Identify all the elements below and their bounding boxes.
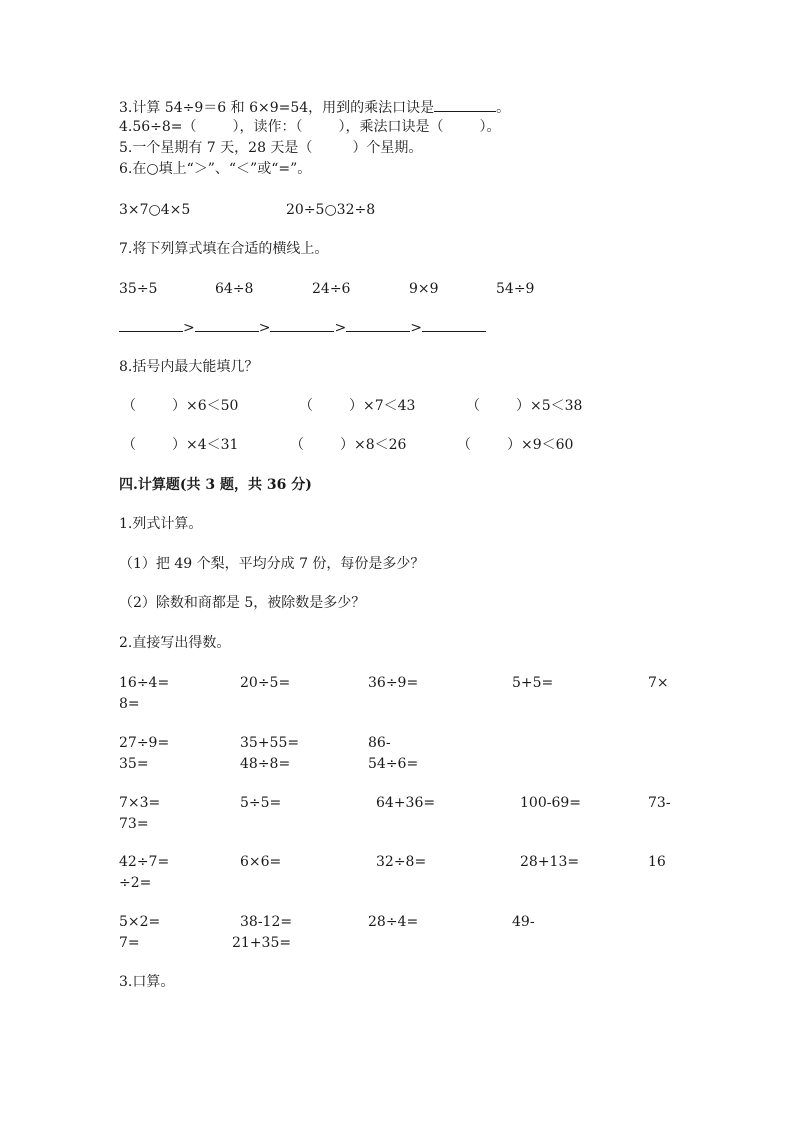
order-blank-5[interactable] <box>422 317 486 332</box>
calc-item: 5×2= <box>119 914 161 930</box>
question-8: 8.括号内最大能填几？ <box>119 359 259 375</box>
calc-item: 73= <box>119 816 149 832</box>
order-blank-2[interactable] <box>195 317 259 332</box>
order-blank-4[interactable] <box>346 317 410 332</box>
question-6: 6.在○填上“＞”、“＜”或“=”。 <box>119 161 312 177</box>
calc-item: 54÷6= <box>368 756 419 772</box>
expression-item: 54÷9 <box>496 281 535 297</box>
max-fill-item: （ ）×8＜26 <box>290 437 407 453</box>
problem-3: 3.口算。 <box>119 974 175 990</box>
max-fill-item: （ ）×7＜43 <box>299 398 416 414</box>
expression-item: 35÷5 <box>119 281 158 297</box>
compare-expression-1[interactable]: 3×7○4×5 <box>119 202 191 218</box>
calc-item: 35+55= <box>240 735 300 751</box>
calc-item: 48÷8= <box>240 756 291 772</box>
expression-item: 64÷8 <box>215 281 254 297</box>
calc-item: 16 <box>648 854 666 870</box>
calc-item: 5÷5= <box>240 795 282 811</box>
max-fill-item: （ ）×4＜31 <box>122 437 239 453</box>
order-blank-1[interactable] <box>119 317 183 332</box>
calc-item: 27÷9= <box>119 735 170 751</box>
calc-item: 86- <box>368 735 391 751</box>
ordering-blanks: > > > > <box>119 317 486 337</box>
calc-item: 16÷4= <box>119 675 170 691</box>
answer-blank[interactable] <box>434 97 496 112</box>
calc-item: 21+35= <box>232 935 292 951</box>
calc-item: 42÷7= <box>119 854 170 870</box>
max-fill-item: （ ）×6＜50 <box>122 398 239 414</box>
calc-item: 38-12= <box>240 914 293 930</box>
order-blank-3[interactable] <box>270 317 334 332</box>
question-5: 5.一个星期有 7 天，28 天是（ ）个星期。 <box>119 140 423 156</box>
expression-item: 9×9 <box>409 281 439 297</box>
problem-1-sub-1: （1）把 49 个梨，平均分成 7 份，每份是多少？ <box>119 556 425 572</box>
problem-2: 2.直接写出得数。 <box>119 635 231 651</box>
calc-item: 28÷4= <box>368 914 419 930</box>
calc-item: 7= <box>119 935 140 951</box>
calc-item: 32÷8= <box>376 854 427 870</box>
calc-item: 100-69= <box>520 795 581 811</box>
section-heading: 四.计算题(共 3 题，共 36 分) <box>119 477 312 493</box>
question-3: 3.计算 54÷9＝6 和 6×9=54，用到的乘法口诀是 。 <box>119 97 510 117</box>
calc-item: 36÷9= <box>368 675 419 691</box>
expression-item: 24÷6 <box>312 281 351 297</box>
problem-1: 1.列式计算。 <box>119 516 203 532</box>
calc-item: 7×3= <box>119 795 161 811</box>
calc-item: 49- <box>512 914 535 930</box>
calc-item: 73- <box>648 795 671 811</box>
calc-item: ÷2= <box>119 875 152 891</box>
calc-item: 20÷5= <box>240 675 291 691</box>
compare-expression-2[interactable]: 20÷5○32÷8 <box>286 202 376 218</box>
calc-item: 8= <box>119 696 140 712</box>
calc-item: 28+13= <box>520 854 580 870</box>
calc-item: 7× <box>648 675 669 691</box>
question-4: 4.56÷8=（ ），读作：（ ），乘法口诀是（ ）。 <box>119 119 501 135</box>
calc-item: 6×6= <box>240 854 282 870</box>
question-7: 7.将下列算式填在合适的横线上。 <box>119 241 329 257</box>
calc-item: 64+36= <box>376 795 436 811</box>
calc-item: 5+5= <box>512 675 554 691</box>
problem-1-sub-2: （2）除数和商都是 5，被除数是多少？ <box>119 595 366 611</box>
max-fill-item: （ ）×9＜60 <box>457 437 574 453</box>
calc-item: 35= <box>119 756 149 772</box>
max-fill-item: （ ）×5＜38 <box>466 398 583 414</box>
